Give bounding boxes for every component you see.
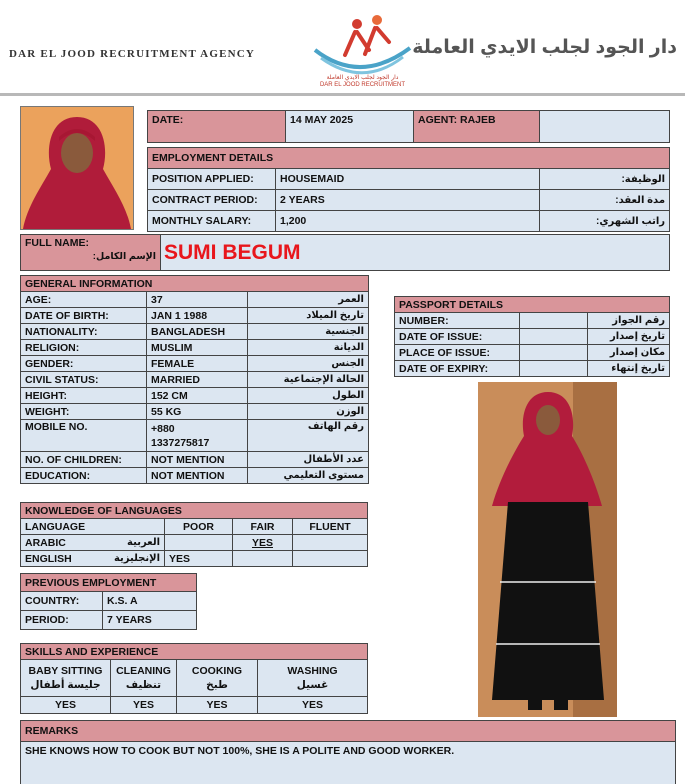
languages-header-poor: POOR xyxy=(165,519,233,535)
issue-date-value xyxy=(520,329,588,345)
english-fair xyxy=(233,551,293,567)
header-divider xyxy=(0,93,685,96)
agent-value xyxy=(540,111,670,143)
gender-label-ar: الجنس xyxy=(248,356,369,372)
passport-table xyxy=(394,296,670,377)
country-label: COUNTRY: xyxy=(21,592,103,611)
gender-label: GENDER: xyxy=(21,356,147,372)
skill-baby-sitting: BABY SITTING xyxy=(28,665,103,677)
language-arabic: ARABIC xyxy=(25,536,66,549)
skill-baby-sitting-value: YES xyxy=(21,697,111,714)
age-label: AGE: xyxy=(21,292,147,308)
mobile-value-line1: +880 xyxy=(151,422,175,435)
weight-label: WEIGHT: xyxy=(21,404,147,420)
mobile-value-line2: 1337275817 xyxy=(151,436,210,449)
contract-value: 2 YEARS xyxy=(276,190,540,211)
position-value: HOUSEMAID xyxy=(276,169,540,190)
languages-header-fair: FAIR xyxy=(233,519,293,535)
skill-cleaning-ar: تنظيف xyxy=(125,679,162,691)
salary-label: MONTHLY SALARY: xyxy=(148,211,276,232)
passport-title: PASSPORT DETAILS xyxy=(395,297,670,313)
gender-value: FEMALE xyxy=(147,356,248,372)
skill-baby-sitting-ar: جليسة أطفال xyxy=(30,679,101,691)
nationality-value: BANGLADESH xyxy=(147,324,248,340)
passport-number-label: NUMBER: xyxy=(395,313,520,329)
mobile-label-ar: رقم الهاتف xyxy=(248,420,369,452)
civil-status-label-ar: الحالة الإجتماعية xyxy=(248,372,369,388)
issue-date-label-ar: تاريخ إصدار xyxy=(588,329,670,345)
civil-status-label: CIVIL STATUS: xyxy=(21,372,147,388)
position-label-ar: الوظيفة: xyxy=(540,169,670,190)
employment-title: EMPLOYMENT DETAILS xyxy=(148,148,670,169)
issue-place-label: PLACE OF ISSUE: xyxy=(395,345,520,361)
full-name-table xyxy=(20,234,670,271)
nationality-label-ar: الجنسية xyxy=(248,324,369,340)
contract-label-ar: مدة العقد: xyxy=(540,190,670,211)
height-label-ar: الطول xyxy=(248,388,369,404)
full-name-label-ar: الإسم الكامل: xyxy=(92,251,156,262)
skills-title: SKILLS AND EXPERIENCE xyxy=(21,644,368,660)
age-value: 37 xyxy=(147,292,248,308)
passport-number-value xyxy=(520,313,588,329)
height-label: HEIGHT: xyxy=(21,388,147,404)
passport-number-label-ar: رقم الجواز xyxy=(588,313,670,329)
children-label-ar: عدد الأطفال xyxy=(248,452,369,468)
remarks-table xyxy=(20,720,676,784)
age-label-ar: العمر xyxy=(248,292,369,308)
civil-status-value: MARRIED xyxy=(147,372,248,388)
language-arabic-ar: العربية xyxy=(127,536,160,548)
salary-label-ar: راتب الشهري: xyxy=(540,211,670,232)
issue-place-label-ar: مكان إصدار xyxy=(588,345,670,361)
expiry-date-value xyxy=(520,361,588,377)
skill-cleaning: CLEANING xyxy=(116,665,171,677)
education-value: NOT MENTION xyxy=(147,468,248,484)
skill-washing-ar: غسيل xyxy=(296,679,329,691)
religion-label: RELIGION: xyxy=(21,340,147,356)
agency-name-ar: دار الجود لجلب الايدي العاملة xyxy=(412,37,677,58)
dob-label-ar: تاريخ الميلاد xyxy=(248,308,369,324)
arabic-fair: YES xyxy=(251,536,273,549)
salary-value: 1,200 xyxy=(276,211,540,232)
previous-employment-table xyxy=(20,573,197,630)
languages-header-fluent: FLUENT xyxy=(293,519,368,535)
country-value: K.S. A xyxy=(103,592,197,611)
languages-title: KNOWLEDGE OF LANGUAGES xyxy=(21,503,368,519)
expiry-date-label-ar: تاريخ إنتهاء xyxy=(588,361,670,377)
remarks-title: REMARKS xyxy=(21,721,676,742)
previous-employment-title: PREVIOUS EMPLOYMENT xyxy=(21,574,197,592)
weight-value: 55 KG xyxy=(147,404,248,420)
position-label: POSITION APPLIED: xyxy=(148,169,276,190)
date-agent-table xyxy=(147,110,670,143)
logo-text-en: DAR EL JOOD RECRUITMENT xyxy=(319,82,406,88)
religion-label-ar: الديانة xyxy=(248,340,369,356)
full-name-value: SUMI BEGUM xyxy=(161,235,670,271)
dob-value: JAN 1 1988 xyxy=(147,308,248,324)
expiry-date-label: DATE OF EXPIRY: xyxy=(395,361,520,377)
arabic-fluent xyxy=(293,535,368,551)
date-label: DATE: xyxy=(148,111,286,143)
skill-washing: WASHING xyxy=(287,665,338,677)
agency-name-en: DAR EL JOOD RECRUITMENT AGENCY xyxy=(9,48,256,60)
skill-cooking-ar: طبخ xyxy=(206,679,228,691)
education-label: EDUCATION: xyxy=(21,468,147,484)
logo-text-ar: دار الجود لجلب الايدي العاملة xyxy=(326,75,399,81)
portrait-photo xyxy=(20,106,134,230)
english-fluent xyxy=(293,551,368,567)
general-info-title: GENERAL INFORMATION xyxy=(21,276,369,292)
skill-cleaning-value: YES xyxy=(111,697,177,714)
skill-cooking-value: YES xyxy=(177,697,258,714)
period-label: PERIOD: xyxy=(21,611,103,630)
full-body-photo xyxy=(478,382,617,717)
agent-label: AGENT: RAJEB xyxy=(414,111,540,143)
remarks-text: SHE KNOWS HOW TO COOK BUT NOT 100%, SHE IS A POLITE AND GOOD WORKER. xyxy=(21,742,676,784)
mobile-label: MOBILE NO. xyxy=(21,420,147,452)
english-poor: YES xyxy=(165,551,233,567)
religion-value: MUSLIM xyxy=(147,340,248,356)
full-name-label: FULL NAME: xyxy=(25,237,89,249)
dob-label: DATE OF BIRTH: xyxy=(21,308,147,324)
children-label: NO. OF CHILDREN: xyxy=(21,452,147,468)
employment-table xyxy=(147,147,670,232)
period-value: 7 YEARS xyxy=(103,611,197,630)
general-info-table xyxy=(20,275,369,484)
skill-cooking: COOKING xyxy=(191,665,243,677)
contract-label: CONTRACT PERIOD: xyxy=(148,190,276,211)
skill-washing-value: YES xyxy=(258,697,368,714)
weight-label-ar: الوزن xyxy=(248,404,369,420)
languages-header-language: LANGUAGE xyxy=(21,519,165,535)
arabic-poor xyxy=(165,535,233,551)
issue-place-value xyxy=(520,345,588,361)
height-value: 152 CM xyxy=(147,388,248,404)
skills-table xyxy=(20,643,368,714)
children-value: NOT MENTION xyxy=(147,452,248,468)
nationality-label: NATIONALITY: xyxy=(21,324,147,340)
language-english: ENGLISH xyxy=(25,552,72,565)
language-english-ar: الإنجليزية xyxy=(113,552,160,564)
languages-table xyxy=(20,502,368,567)
issue-date-label: DATE OF ISSUE: xyxy=(395,329,520,345)
education-label-ar: مستوى التعليمي xyxy=(248,468,369,484)
date-value: 14 MAY 2025 xyxy=(286,111,414,143)
